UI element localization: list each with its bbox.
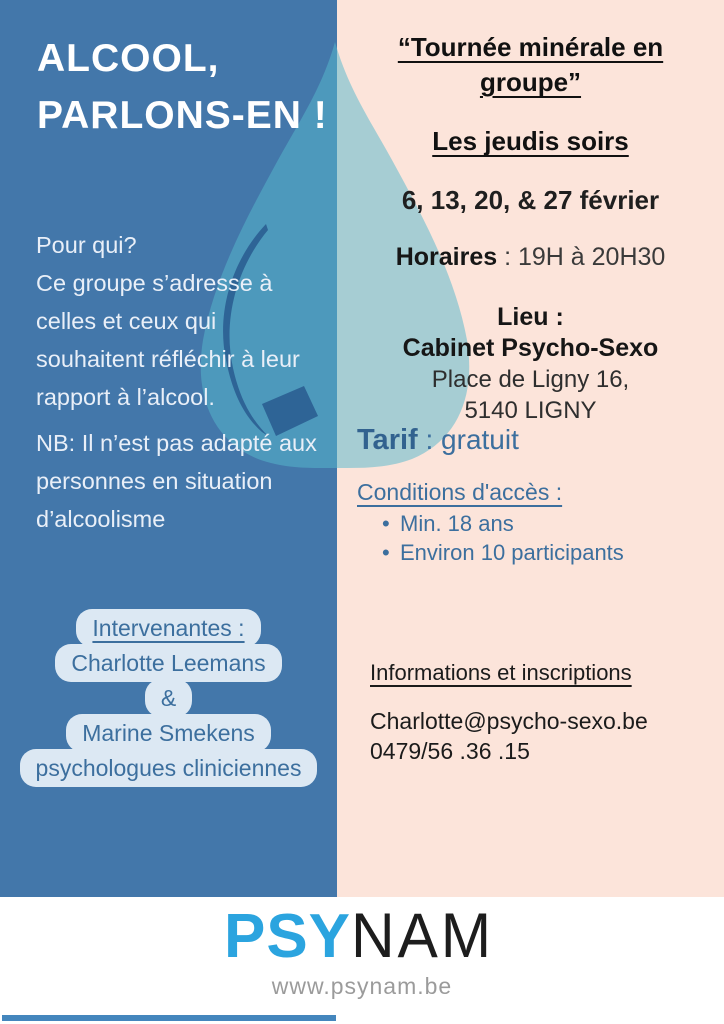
event-title bbox=[337, 30, 724, 100]
contact-block bbox=[370, 706, 648, 766]
venue-street: Place de Ligny 16, bbox=[431, 366, 630, 393]
info-heading: Informations et inscriptions bbox=[370, 660, 632, 685]
nb-paragraph bbox=[36, 424, 317, 538]
poster-title bbox=[37, 30, 337, 144]
price-value: : gratuit bbox=[417, 424, 519, 455]
logo-nam-text: NAM bbox=[351, 901, 495, 971]
website-url: www.psynam.be bbox=[271, 973, 453, 999]
facilitators-heading: Intervenantes : bbox=[76, 609, 260, 647]
bullet-icon: • bbox=[382, 511, 390, 536]
event-dates: 6, 13, 20, & 27 février bbox=[401, 185, 660, 215]
condition-text: Environ 10 participants bbox=[400, 540, 624, 565]
facilitators-role: psychologues cliniciennes bbox=[20, 749, 318, 787]
conditions-list bbox=[382, 509, 624, 567]
condition-item bbox=[382, 509, 624, 538]
poster-title-line2: PARLONS-EN ! bbox=[37, 94, 328, 137]
poster-title-line1: ALCOOL, bbox=[37, 37, 220, 80]
bullet-icon: • bbox=[382, 540, 390, 565]
venue-label: Lieu : bbox=[497, 303, 564, 331]
audience-paragraph bbox=[36, 226, 300, 416]
audience-line: souhaitent réfléchir à leur bbox=[36, 346, 300, 372]
right-column bbox=[337, 0, 724, 897]
event-schedule: Les jeudis soirs bbox=[432, 126, 629, 156]
conditions-heading: Conditions d'accès : bbox=[357, 479, 563, 505]
left-column bbox=[0, 0, 337, 897]
facilitators-block bbox=[0, 612, 337, 787]
venue-city: 5140 LIGNY bbox=[464, 397, 597, 424]
condition-item bbox=[382, 538, 624, 567]
event-title-line2: groupe” bbox=[479, 67, 582, 97]
bottom-accent-bar bbox=[2, 1015, 336, 1021]
event-hours bbox=[337, 243, 724, 272]
event-title-line1: “Tournée minérale en bbox=[397, 32, 664, 62]
hours-label: Horaires bbox=[395, 243, 498, 271]
facilitators-ampersand: & bbox=[145, 679, 192, 717]
audience-line: Ce groupe s’adresse à bbox=[36, 270, 273, 296]
footer bbox=[0, 897, 724, 1024]
price-label: Tarif bbox=[357, 424, 418, 456]
audience-line: rapport à l’alcool. bbox=[36, 384, 215, 410]
condition-text: Min. 18 ans bbox=[400, 511, 514, 536]
hours-value: : 19H à 20H30 bbox=[497, 243, 666, 271]
nb-line: personnes en situation bbox=[36, 468, 273, 494]
nb-line: NB: Il n’est pas adapté aux bbox=[36, 430, 317, 456]
facilitator-name: Charlotte Leemans bbox=[55, 644, 281, 682]
audience-line: Pour qui? bbox=[36, 232, 137, 258]
nb-line: d’alcoolisme bbox=[36, 506, 166, 532]
contact-phone: 0479/56 .36 .15 bbox=[370, 738, 530, 764]
venue-block bbox=[337, 302, 724, 426]
venue-name: Cabinet Psycho-Sexo bbox=[402, 334, 659, 362]
price-line bbox=[357, 424, 519, 457]
facilitator-name: Marine Smekens bbox=[66, 714, 271, 752]
audience-line: celles et ceux qui bbox=[36, 308, 217, 334]
contact-email: Charlotte@psycho-sexo.be bbox=[370, 708, 648, 734]
logo-psy-text: PSY bbox=[223, 902, 352, 971]
